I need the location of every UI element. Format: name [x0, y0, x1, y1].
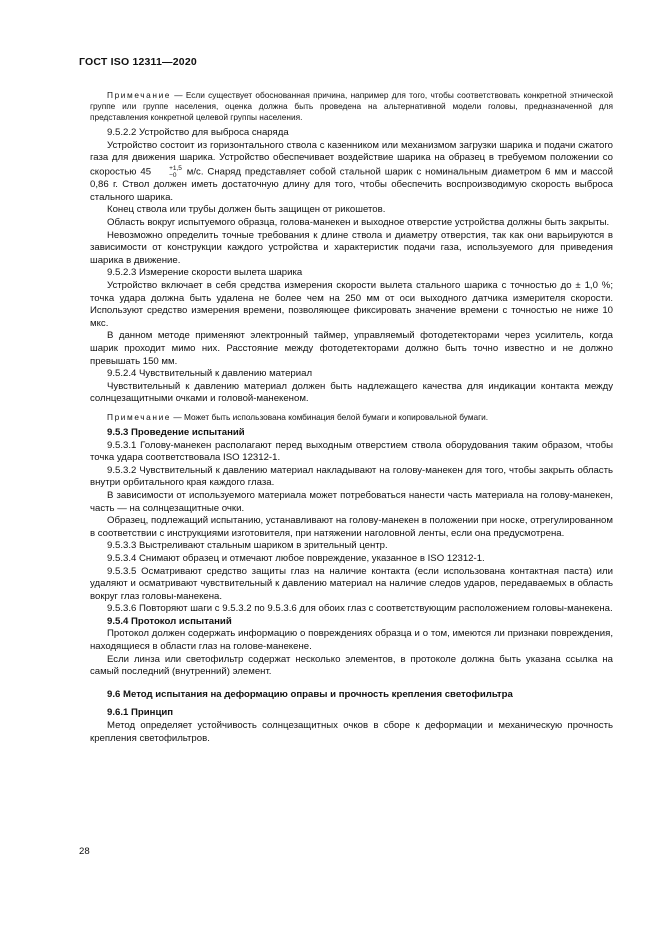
section-9-5-2-3-heading: 9.5.2.3 Измерение скорости вылета шарика	[107, 267, 303, 279]
paragraph: 9.5.3.5 Осматривают средство защиты глаз на наличие контакта (если использована контактная паста) или удаляют и осматривают чувствительный к давлению материал на наличие следов ударов, передаваемых в область вокруг глаз головы-манекена.	[90, 565, 613, 602]
note-1	[90, 90, 613, 123]
paragraph: 9.5.3.1 Голову-манекен располагают перед выходным отверстием ствола оборудования таким образом, чтобы точка удара соответствовала ISO 12312-1.	[90, 439, 613, 464]
page-content	[90, 90, 613, 745]
paragraph	[90, 140, 613, 205]
paragraph: Протокол должен содержать информацию о повреждениях образца и о том, имеются ли признаки повреждения, находящиеся в области глаз на голове-манекене.	[90, 628, 613, 653]
note-text: — Может быть использована комбинация белой бумаги и копировальной бумаги.	[171, 411, 489, 422]
note-text: — Если существует обоснованная причина, например для того, чтобы соответствовать конкретной этнической группе или группе населения, оценка должна быть проведена на альтернативной модели головы, предназначенной для представления конкретной целевой группы населения.	[90, 90, 613, 123]
paragraph: Метод определяет устойчивость солнцезащитных очков в сборе к деформации и механическую прочность крепления светофильтров.	[90, 720, 613, 744]
paragraph: Если линза или светофильтр содержат несколько элементов, в протоколе должна быть указана ссылка на самый последний (внутренний) элемент.	[90, 653, 613, 678]
tolerance-lower: −0	[169, 172, 177, 180]
paragraph: Невозможно определить точные требования к длине ствола и диаметру отверстия, так как они варьируются в зависимости от конструкции каждого устройства и характеристик подачи газа, используемого для приведения шарика в движение.	[90, 229, 613, 266]
paragraph-text: м/с. Снаряд представляет собой стальной шарик с номинальным диаметром 6 мм и массой 0,86 г. Ствол должен иметь достаточную длину для того, чтобы обеспечить воспроизводимую скорость выброса стального шарика.	[90, 166, 613, 203]
paragraph: Образец, подлежащий испытанию, устанавливают на голову-манекен в положении при носке, отрегулированном в соответствии с инструкциями изготовителя, при натяжении наголовной ленты, если она предусмотрена.	[90, 515, 613, 539]
speed-tolerance	[152, 165, 182, 179]
section-9-6-1-heading: 9.6.1 Принцип	[107, 707, 174, 719]
document-header: ГОСТ ISO 12311—2020	[79, 56, 197, 68]
paragraph: 9.5.3.2 Чувствительный к давлению материал накладывают на голову-манекен для того, чтобы закрыть область внутри орбитального края каждого глаза.	[90, 464, 613, 489]
paragraph: Устройство включает в себя средства измерения скорости вылета стального шарика с точностью до ± 1,0 %; точка удара должна быть удалена не более чем на 250 мм от оси выходного датчика измерителя скорости. Используют средство измерения времени, позволяющее фиксировать значение времени с точностью не ниже 10 мкс.	[90, 279, 613, 329]
paragraph: Конец ствола или трубы должен быть защищен от рикошетов.	[107, 204, 386, 216]
paragraph: 9.5.3.3 Выстреливают стальным шариком в зрительный центр.	[107, 540, 388, 552]
tolerance-upper: +1,5	[169, 165, 182, 173]
paragraph: В зависимости от используемого материала может потребоваться нанести часть материала на голову-манекен, часть — на солнцезащитные очки.	[90, 489, 613, 514]
paragraph-text: Устройство состоит из горизонтального ствола с казенником или механизмом загрузки шарика и подачи сжатого газа для движения шарика. Устройство обеспечивает воздействие шарика на образец в требуемом положении со скоростью 45	[90, 139, 613, 178]
section-9-5-2-4-heading: 9.5.2.4 Чувствительный к давлению материал	[107, 368, 313, 380]
note-2	[90, 412, 613, 423]
section-9-5-3-heading: 9.5.3 Проведение испытаний	[107, 426, 245, 438]
note-lead: Примечание	[107, 411, 172, 422]
note-lead: Примечание	[107, 90, 172, 100]
section-9-6-heading: 9.6 Метод испытания на деформацию оправы и прочность крепления светофильтра	[107, 688, 513, 700]
paragraph: В данном методе применяют электронный таймер, управляемый фотодетекторами через усилитель, когда шарик проходит мимо них. Расстояние между фотодетекторами должно быть точно известно и не должно превышать 150 мм.	[90, 330, 613, 367]
paragraph: 9.5.3.6 Повторяют шаги с 9.5.3.2 по 9.5.3.6 для обоих глаз с соответствующим расположением головы-манекена.	[107, 603, 613, 615]
paragraph: Область вокруг испытуемого образца, голова-манекен и выходное отверстие устройства должны быть закрыты.	[107, 216, 610, 228]
section-9-5-2-2-heading: 9.5.2.2 Устройство для выброса снаряда	[107, 127, 289, 139]
paragraph: 9.5.3.4 Снимают образец и отмечают любое повреждение, указанное в ISO 12312-1.	[107, 552, 485, 564]
page-number: 28	[79, 846, 90, 857]
section-9-5-4-heading: 9.5.4 Протокол испытаний	[107, 615, 232, 627]
paragraph: Чувствительный к давлению материал должен быть надлежащего качества для индикации контакта между солнцезащитными очками и головой-манекеном.	[90, 380, 613, 405]
